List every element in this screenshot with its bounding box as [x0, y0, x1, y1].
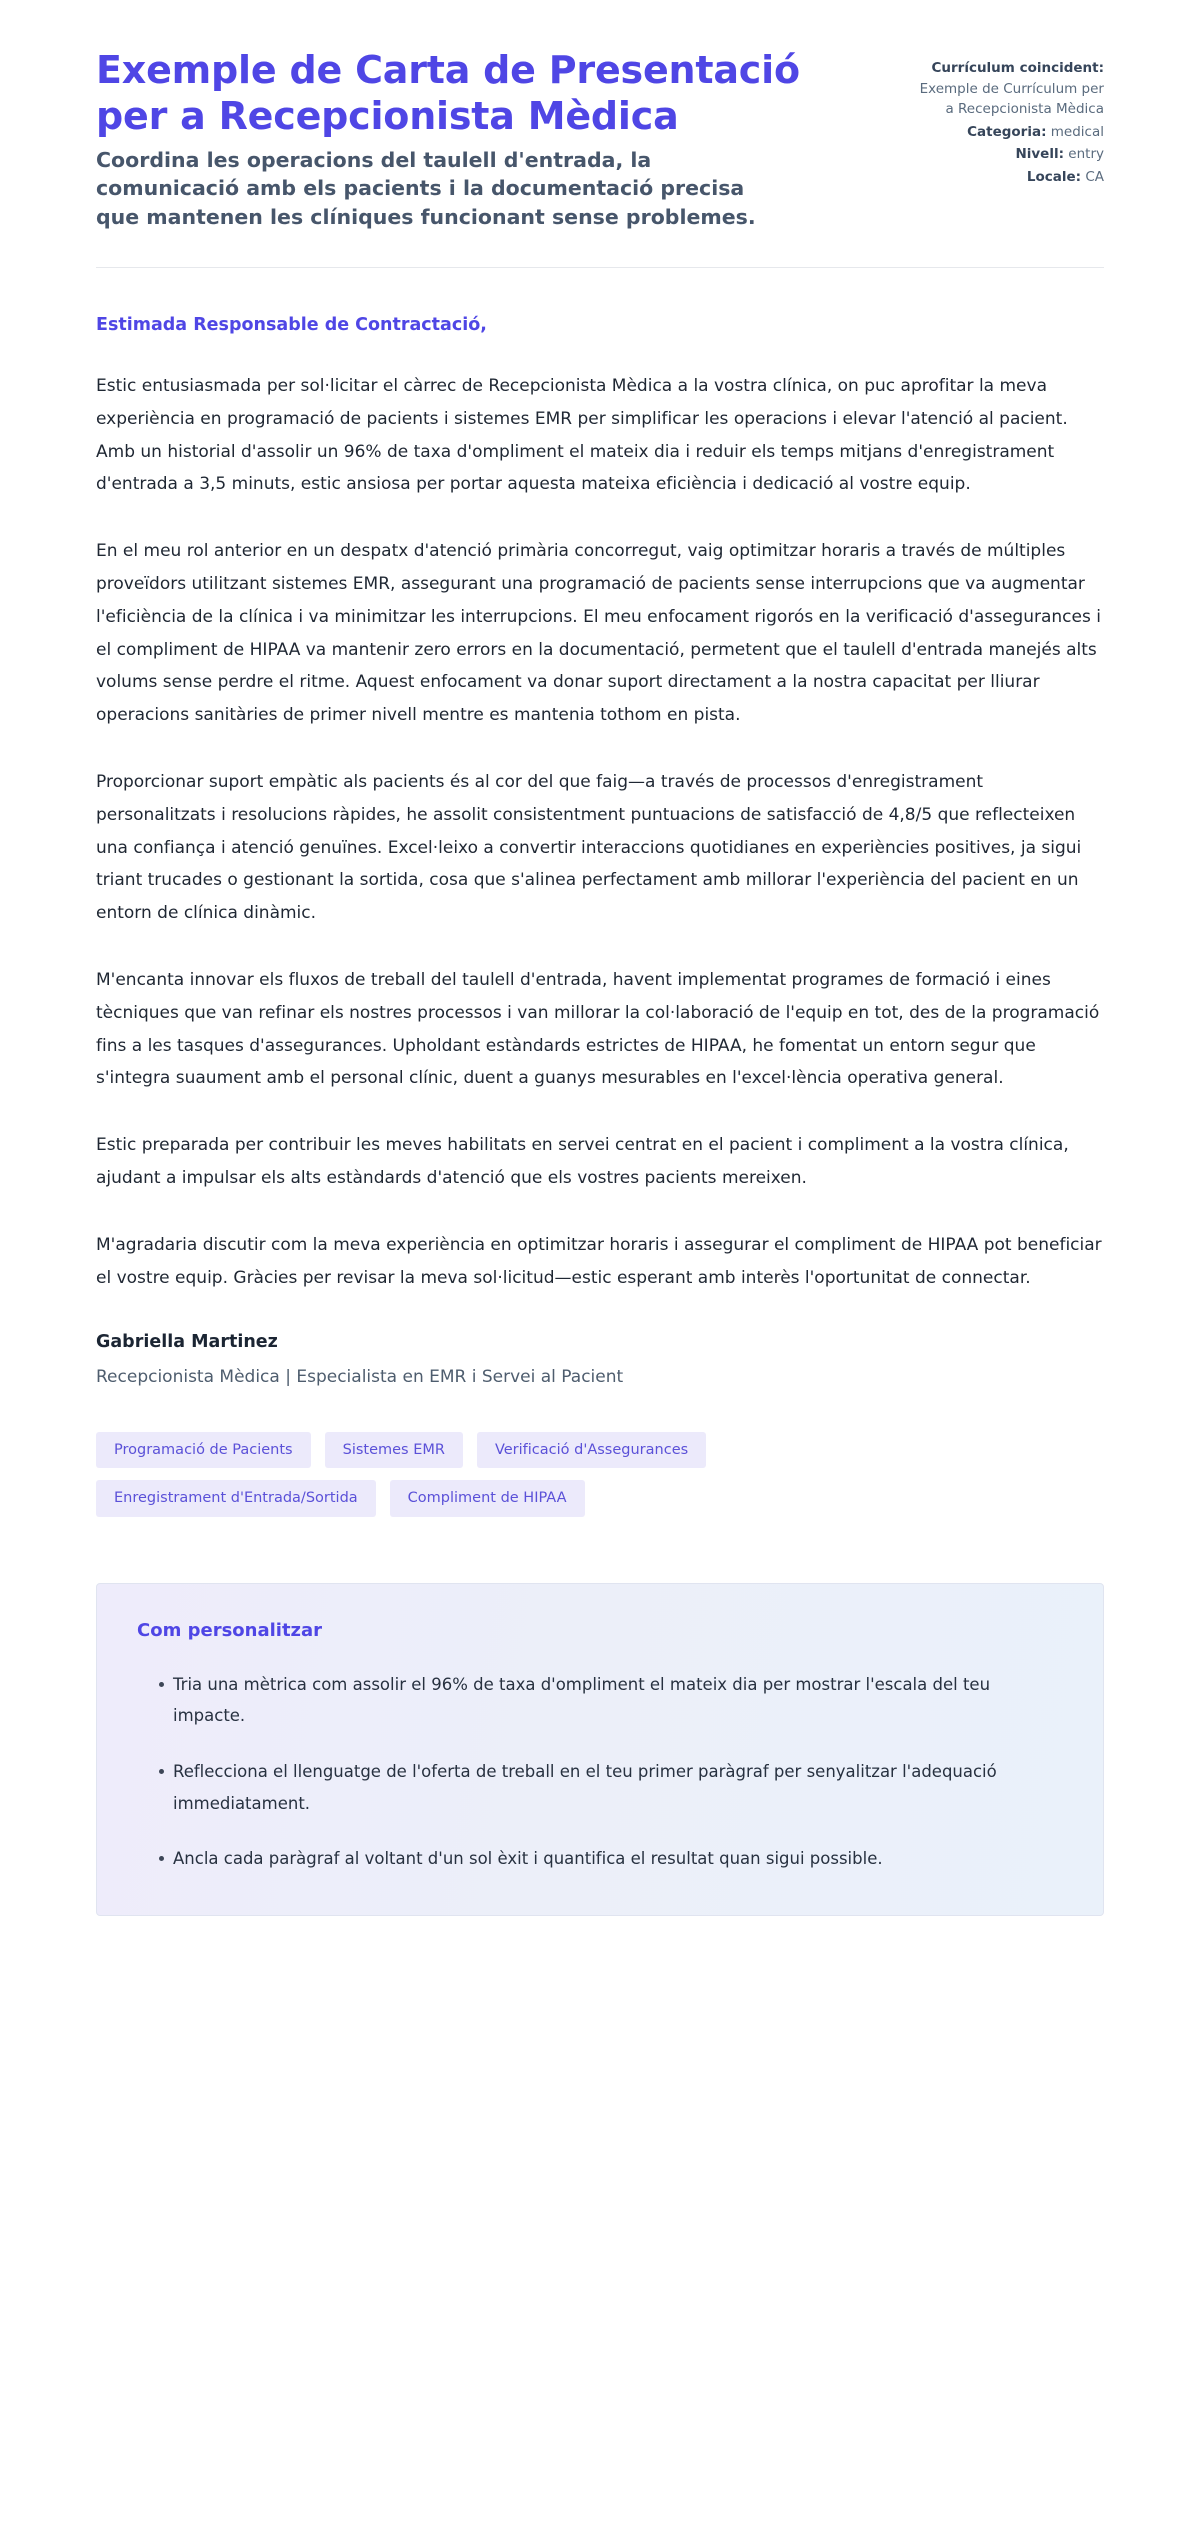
meta-label-matching-resume: Currículum coincident: [931, 60, 1104, 76]
skill-tag[interactable]: Verificació d'Assegurances [477, 1432, 706, 1469]
meta-value-category: medical [1050, 123, 1104, 140]
letter-salutation: Estimada Responsable de Contractació, [96, 314, 487, 335]
letter-paragraph: M'encanta innovar els fluxos de treball del taulell d'entrada, havent implementat programes de formació i eines tècniques que van refinar els nostres processos i van millorar la col·laboració de l'equip en tot, des de la programació fins a les tasques d'assegurances. Upholdant estàndards estrictes de HIPAA, he fomentat un entorn segur que s'integra suaument amb el personal clínic, duent a guanys mesurables en l'excel·lència operativa general. [96, 969, 1100, 1089]
callout-title: Com personalitzar [137, 1619, 323, 1641]
skill-tag[interactable]: Enregistrament d'Entrada/Sortida [96, 1480, 376, 1517]
page-subtitle: Coordina les operacions del taulell d'entrada, la comunicació amb els pacients i la documentació precisa que mantenen les clíniques funcionant sense problemes. [96, 147, 756, 229]
header-title-block [96, 48, 841, 231]
meta-row-locale [918, 167, 1104, 188]
meta-value-matching-resume: Exemple de Currículum per a Recepcionista Mèdica [919, 80, 1104, 118]
letter-paragraph: Proporcionar suport empàtic als pacients és al cor del que faig—a través de processos d'enregistrament personalitzats i resolucions ràpides, he assolit consistentment puntuacions de satisfacció de 4,8/5 que reflecteixen una confiança i atenció genuïnes. Excel·leixo a convertir interaccions quotidianes en experiències positives, ja sigui triant trucades o gestionant la sortida, cosa que s'alinea perfectament amb millorar l'experiència del pacient en un entorn de clínica dinàmic. [96, 772, 1082, 924]
letter-paragraph: M'agradaria discutir com la meva experiència en optimitzar horaris i assegurar el compliment de HIPAA pot beneficiar el vostre equip. Gràcies per revisar la meva sol·licitud—estic esperant amb interès l'oportunitat de connectar. [96, 1234, 1102, 1288]
callout-tip-item: Ancla cada paràgraf al voltant d'un sol èxit i quantifica el resultat quan sigui possible. [159, 1843, 1063, 1875]
page-title: Exemple de Carta de Presentació per a Recepcionista Mèdica [96, 48, 800, 138]
callout-tip-item: Reflecciona el llenguatge de l'oferta de treball en el teu primer paràgraf per senyalitzar l'adequació immediatament. [159, 1756, 1063, 1819]
how-to-customize-callout [96, 1583, 1104, 1917]
callout-tip-list [137, 1669, 1063, 1875]
letter-paragraph: En el meu rol anterior en un despatx d'atenció primària concorregut, vaig optimitzar horaris a través de múltiples proveïdors utilitzant sistemes EMR, assegurant una programació de pacients sense interrupcions que va augmentar l'eficiència de la clínica i va minimitzar les interrupcions. El meu enfocament rigorós en la verificació d'assegurances i el compliment de HIPAA va mantenir zero errors en la documentació, permetent que el taulell d'entrada manejés alts volums sense perdre el ritme. Aquest enfocament va donar suport directament a la nostra capacitat per lliurar operacions sanitàries de primer nivell mentre es mantenia tothom en pista. [96, 541, 1101, 726]
skill-tag[interactable]: Programació de Pacients [96, 1432, 311, 1469]
skill-tag[interactable]: Compliment de HIPAA [390, 1480, 585, 1517]
signature-name: Gabriella Martinez [96, 1332, 278, 1353]
meta-label-category: Categoria: [967, 123, 1047, 140]
meta-label-level: Nivell: [1015, 146, 1064, 163]
meta-value-level: entry [1068, 146, 1104, 163]
meta-row-category [918, 122, 1104, 143]
page-header [96, 0, 1104, 231]
letter-body [96, 268, 1104, 1392]
meta-row-matching-resume [918, 58, 1104, 120]
document-metadata [918, 48, 1104, 189]
letter-paragraph: Estic preparada per contribuir les meves habilitats en servei centrat en el pacient i compliment a la vostra clínica, ajudant a impulsar els alts estàndards d'atenció que els vostres pacients mereixen. [96, 1135, 1069, 1188]
signature-block [96, 1328, 1104, 1391]
meta-row-level [918, 144, 1104, 165]
signature-role: Recepcionista Mèdica | Especialista en EMR i Servei al Pacient [96, 1367, 624, 1388]
letter-paragraph: Estic entusiasmada per sol·licitar el càrrec de Recepcionista Mèdica a la vostra clínica, on puc aprofitar la meva experiència en programació de pacients i sistemes EMR per simplificar les operacions i elevar l'atenció al pacient. Amb un historial d'assolir un 96% de taxa d'ompliment el mateix dia i reduir els temps mitjans d'enregistrament d'entrada a 3,5 minuts, estic ansiosa per portar aquesta mateixa eficiència i dedicació al vostre equip. [96, 376, 1068, 495]
callout-tip-item: Tria una mètrica com assolir el 96% de taxa d'ompliment el mateix dia per mostrar l'escala del teu impacte. [159, 1669, 1063, 1732]
meta-label-locale: Locale: [1026, 168, 1082, 185]
meta-value-locale: CA [1085, 168, 1104, 185]
skill-tag[interactable]: Sistemes EMR [325, 1432, 463, 1469]
skill-tag-list [96, 1432, 796, 1517]
